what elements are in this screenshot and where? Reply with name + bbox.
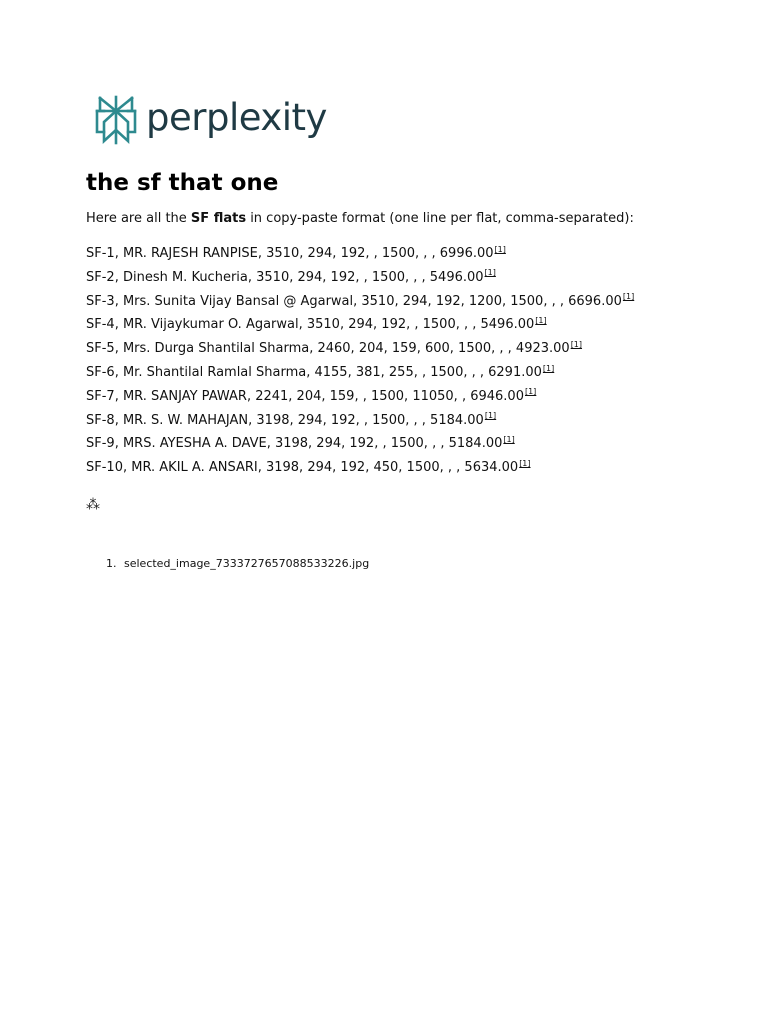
flat-line-sf-3 xyxy=(86,290,726,314)
page-title: the sf that one xyxy=(86,170,279,196)
citation-link[interactable]: [1] xyxy=(542,363,555,373)
section-separator: ⁂ xyxy=(86,496,100,513)
reference-item: 1. selected_image_7333727657088533226.jpg xyxy=(120,556,726,572)
citation-link[interactable]: [1] xyxy=(570,339,583,349)
flat-text: SF-9, MRS. AYESHA A. DAVE, 3198, 294, 192, , 1500, , , 5184.00 xyxy=(86,436,503,452)
flat-text: SF-5, Mrs. Durga Shantilal Sharma, 2460, 204, 159, 600, 1500, , , 4923.00 xyxy=(86,341,570,357)
flat-line-sf-5 xyxy=(86,337,726,361)
flat-line-sf-10 xyxy=(86,456,726,480)
flat-line-sf-8 xyxy=(86,409,726,433)
flat-list xyxy=(86,242,726,480)
reference-list xyxy=(86,556,726,572)
perplexity-logo-icon xyxy=(94,94,138,146)
flat-text: SF-4, MR. Vijaykumar O. Agarwal, 3510, 294, 192, , 1500, , , 5496.00 xyxy=(86,317,535,333)
flat-line-sf-9 xyxy=(86,432,726,456)
flat-line-sf-6 xyxy=(86,361,726,385)
citation-link[interactable]: [1] xyxy=(519,458,531,468)
flat-line-sf-2 xyxy=(86,266,726,290)
flat-line-sf-1 xyxy=(86,242,726,266)
perplexity-wordmark: perplexity xyxy=(146,95,327,139)
citation-link[interactable]: [1] xyxy=(622,292,635,302)
flat-text: SF-3, Mrs. Sunita Vijay Bansal @ Agarwal, 3510, 294, 192, 1200, 1500, , , 6696.00 xyxy=(86,293,622,309)
citation-link[interactable]: [1] xyxy=(503,435,515,445)
flat-text: SF-10, MR. AKIL A. ANSARI, 3198, 294, 192, 450, 1500, , , 5634.00 xyxy=(86,460,519,476)
citation-link[interactable]: [1] xyxy=(484,268,496,278)
document-page xyxy=(86,92,726,572)
intro-paragraph xyxy=(86,210,726,228)
citation-link[interactable]: [1] xyxy=(484,411,497,421)
citation-link[interactable]: [1] xyxy=(535,316,547,326)
citation-link[interactable]: [1] xyxy=(494,244,506,254)
perplexity-logo xyxy=(94,92,726,148)
flat-text: SF-6, Mr. Shantilal Ramlal Sharma, 4155, 381, 255, , 1500, , , 6291.00 xyxy=(86,364,542,380)
intro-text-before: Here are all the xyxy=(86,211,191,226)
flat-text: SF-2, Dinesh M. Kucheria, 3510, 294, 192, , 1500, , , 5496.00 xyxy=(86,269,484,285)
flat-text: SF-7, MR. SANJAY PAWAR, 2241, 204, 159, , 1500, 11050, , 6946.00 xyxy=(86,388,524,404)
flat-text: SF-8, MR. S. W. MAHAJAN, 3198, 294, 192, , 1500, , , 5184.00 xyxy=(86,412,484,428)
flat-line-sf-4 xyxy=(86,313,726,337)
flat-line-sf-7 xyxy=(86,385,726,409)
citation-link[interactable]: [1] xyxy=(524,387,537,397)
intro-bold-text: SF flats xyxy=(190,211,247,226)
intro-text-after: in copy-paste format (one line per flat, comma-separated): xyxy=(246,211,634,226)
flat-text: SF-1, MR. RAJESH RANPISE, 3510, 294, 192, , 1500, , , 6996.00 xyxy=(86,246,494,261)
